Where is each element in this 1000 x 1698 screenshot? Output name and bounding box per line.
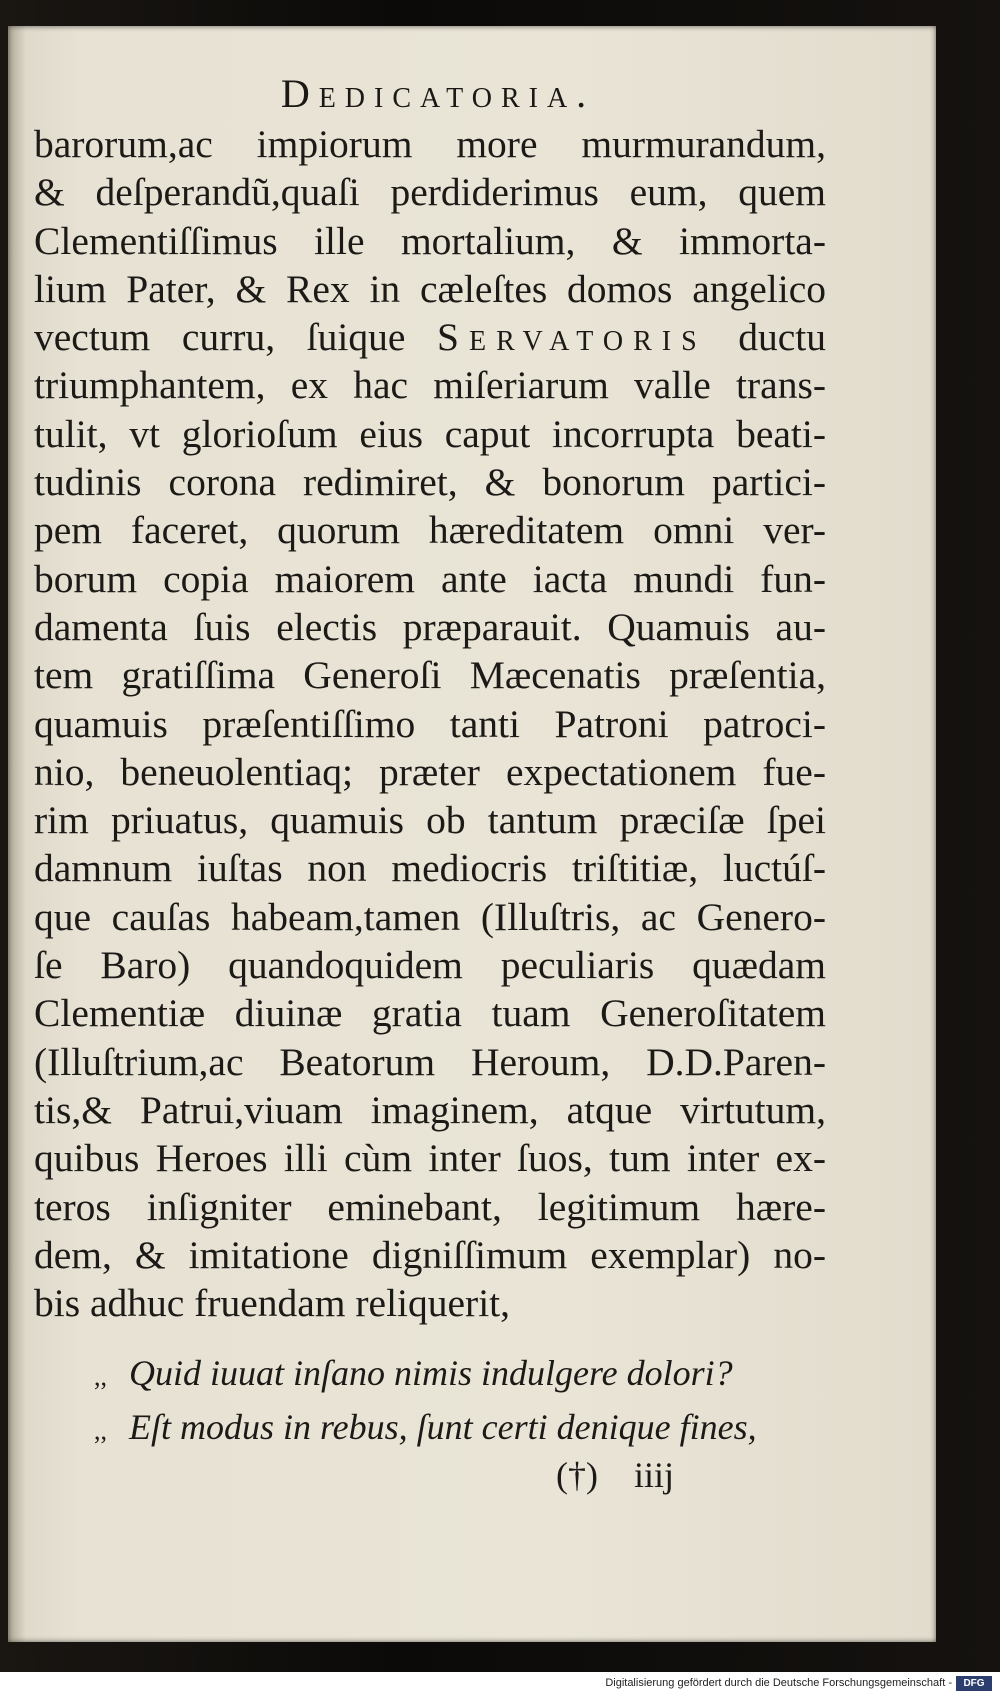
text-segment: ductu xyxy=(738,315,827,360)
text-line-servatoris xyxy=(34,313,826,361)
signature-mark xyxy=(556,1454,716,1496)
running-header: Dedicatoria. xyxy=(280,71,596,116)
text-line: quamuis præſentiſſimo tanti Patroni patroci- xyxy=(34,701,826,746)
dfg-logo: DFG xyxy=(956,1676,992,1691)
emphasis-servatoris: Servatoris xyxy=(437,315,707,360)
text-line: Clementiæ diuinæ gratia tuam Generoſitatem xyxy=(34,991,826,1036)
quotation-mark: ,, xyxy=(94,1416,107,1445)
text-line: teros inſigniter eminebant, legitimum hære- xyxy=(34,1184,826,1229)
body-text xyxy=(34,120,826,1327)
signature-number: iiij xyxy=(633,1455,674,1495)
text-line: lium Pater, & Rex in cæleſtes domos angelico xyxy=(34,266,826,311)
text-line: quibus Heroes illi cùm inter ſuos, tum inter ex- xyxy=(34,1136,826,1181)
quotation-mark: ,, xyxy=(94,1362,107,1391)
text-line: barorum,ac impiorum more murmurandum, xyxy=(34,122,826,166)
text-line: nio, beneuolentiaq; præter expectationem fue- xyxy=(34,749,826,794)
text-line: ſe Baro) quandoquidem peculiaris quædam xyxy=(34,943,826,988)
text-line: damenta ſuis electis præparauit. Quamuis au- xyxy=(34,604,826,649)
text-line: pem faceret, quorum hæreditatem omni ver- xyxy=(34,508,826,553)
text-line: bis adhuc fruendam reliquerit, xyxy=(34,1281,511,1326)
verse-line xyxy=(94,1352,814,1394)
signature-symbol: (†) xyxy=(556,1455,598,1495)
text-line: Clementiſſimus ille mortalium, & immorta- xyxy=(34,218,826,263)
text-line: & deſperandũ,quaſi perdiderimus eum, quem xyxy=(34,170,826,215)
footer-credit: Digitalisierung gefördert durch die Deutsche Forschungsgemeinschaft - xyxy=(605,1677,952,1689)
text-segment: vectum curru, ſuique xyxy=(34,315,406,360)
text-line: tis,& Patrui,viuam imaginem, atque virtutum, xyxy=(34,1087,826,1132)
book-page xyxy=(8,26,936,1642)
verse-text: Quid iuuat inſano nimis indulgere dolori? xyxy=(129,1353,733,1393)
text-line: borum copia maiorem ante iacta mundi fun- xyxy=(34,556,826,601)
verse-line xyxy=(94,1406,814,1448)
text-line: dem, & imitatione digniſſimum exemplar) no- xyxy=(34,1232,826,1277)
verse-text: Eſt modus in rebus, ſunt certi denique fines, xyxy=(129,1407,757,1447)
text-line: (Illuſtrium,ac Beatorum Heroum, D.D.Paren- xyxy=(34,1039,826,1084)
text-line: triumphantem, ex hac miſeriarum valle trans- xyxy=(34,363,826,408)
text-line: que cauſas habeam,tamen (Illuſtris, ac Genero- xyxy=(34,894,826,939)
text-line: tudinis corona redimiret, & bonorum partici- xyxy=(34,460,826,505)
text-line: tulit, vt glorioſum eius caput incorrupta beati- xyxy=(34,411,826,456)
text-line: damnum iuſtas non mediocris triſtitiæ, luctúſ- xyxy=(34,846,826,891)
text-line: tem gratiſſima Generoſi Mæcenatis præſentia, xyxy=(34,653,826,698)
text-line: rim priuatus, quamuis ob tantum præciſæ ſpei xyxy=(34,798,826,843)
